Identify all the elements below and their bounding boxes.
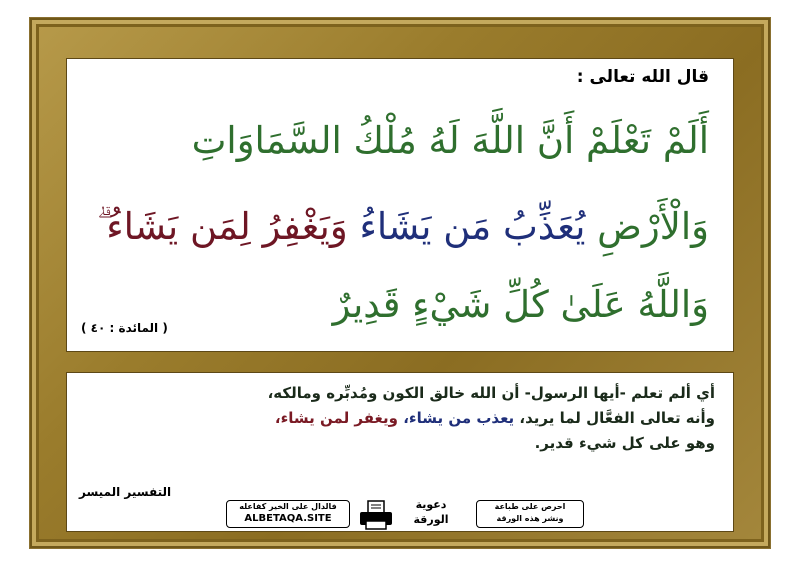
verse-line-3: وَاللَّهُ عَلَىٰ كُلِّ شَيْءٍ قَدِيرٌ: [332, 283, 709, 326]
verse-line-1: أَلَمْ تَعْلَمْ أَنَّ اللَّهَ لَهُ مُلْكُ السَّمَاوَاتِ: [191, 119, 709, 162]
tafsir-line-2-a: وأنه تعالى الفعَّال لما يريد،: [519, 409, 715, 427]
tafsir-line-2-b: يعذب من يشاء،: [403, 409, 515, 427]
footer-print-note: [476, 500, 584, 528]
dawiya-logo: [400, 497, 462, 531]
verse-line-2: [85, 207, 709, 248]
tafsir-source: التفسير الميسر: [79, 485, 172, 499]
footer-print-line-2: ونشر هذه الورقة: [496, 514, 564, 523]
printer-icon: [356, 499, 396, 531]
verse-line-2-forgive: وَيَغْفِرُ لِمَن يَشَاءُ ۗ: [96, 205, 348, 248]
footer-print-line-1: احرص على طباعة: [494, 502, 566, 511]
tafsir-line-2-c: ويغفر لمن يشاء،: [274, 409, 398, 427]
footer-site-box: [226, 500, 350, 528]
logo-line-1: دعوية: [415, 498, 447, 511]
tafsir-line-3: وهو على كل شيء قدير.: [534, 434, 715, 452]
verse-line-2-earth: وَالْأَرْضِ: [597, 205, 709, 248]
logo-line-2: الورقة: [413, 513, 449, 526]
footer-bar: [226, 496, 584, 532]
tafsir-line-2: [85, 406, 715, 431]
tafsir-text: [85, 381, 715, 456]
verse-reference: ( المائدة : ٤٠ ): [81, 321, 168, 335]
footer-saying: فالدال على الخير كفاعله: [239, 502, 337, 511]
footer-site-link[interactable]: ALBETAQA.SITE: [244, 513, 332, 524]
verse-panel: [66, 58, 734, 352]
verse-intro: قال الله تعالى :: [576, 67, 709, 87]
verse-line-2-punish: يُعَذِّبُ مَن يَشَاءُ: [359, 205, 586, 248]
tafsir-line-1: أي ألم تعلم -أيها الرسول- أن الله خالق الكون ومُدبِّره ومالكه،: [267, 384, 715, 402]
